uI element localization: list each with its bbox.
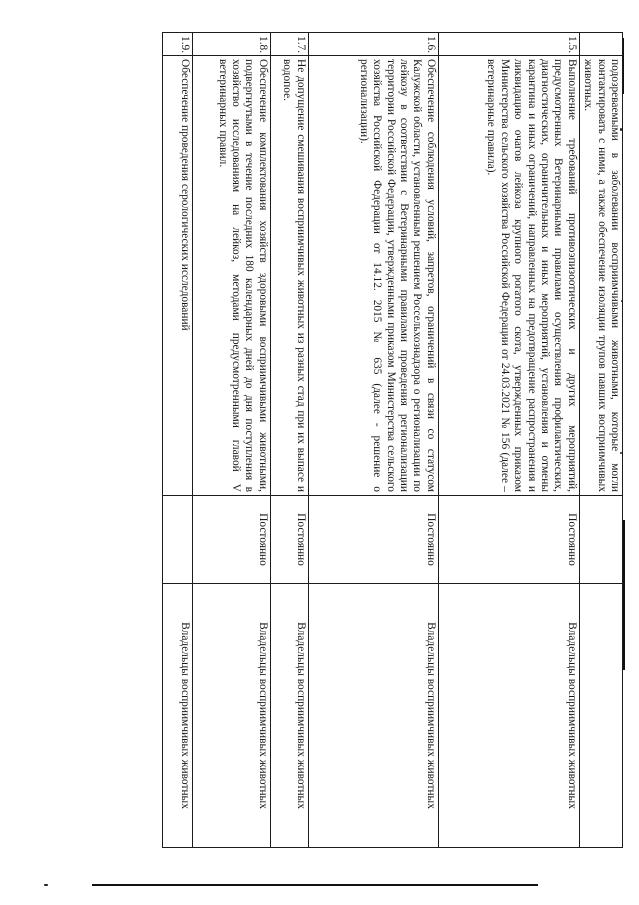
- row-number: 1.9.: [162, 33, 192, 56]
- row-responsible: Владельцы восприимчивых животных: [308, 584, 438, 848]
- table-row: [579, 33, 622, 848]
- row-responsible: [579, 584, 622, 848]
- row-number: 1.5.: [438, 33, 579, 56]
- table-row: [308, 33, 438, 848]
- row-number: 1.6.: [308, 33, 438, 56]
- row-measure-text: Не допущение смешивания восприимчивых животных из разных стад при их выпасе и водопое.: [270, 56, 308, 496]
- row-number: [579, 33, 622, 56]
- row-measure-text: подозреваемыми в заболевании восприимчивыми животными, которые могли контактировать с ними, а также обеспечение изоляции трупов павших восприимчивых животных.: [579, 56, 622, 496]
- row-period: Постоянно: [192, 496, 270, 584]
- row-period: Постоянно: [308, 496, 438, 584]
- row-measure-text: Выполнение требований противоэпизоотических и других мероприятий, предусмотренных Ветеринарными правилами осуществления профилактических, диагностических, ограничительных и иных мероприятий, установления и отмены карантина и иных ограничений, направленных на предотвращение распространения и ликвидацию очагов лейкоза крупного рогатого скота, утвержденных приказом Министерства сельского хозяйства Российской Федерации от 24.03.2021 № 156 (далее – ветеринарные правила).: [438, 56, 579, 496]
- row-period: Постоянно: [438, 496, 579, 584]
- row-measure-text: Обеспечение комплектования хозяйств здоровыми восприимчивыми животными, подвергнутыми в течение последних 180 календарных дней до дня поступления в хозяйство исследованиям на лейкоз, методами предусмотренными главой V ветеринарных правил.: [192, 56, 270, 496]
- row-period: [162, 496, 192, 584]
- row-number: 1.8.: [192, 33, 270, 56]
- table-row: [192, 33, 270, 848]
- row-measure-text: Обеспечение соблюдения условий, запретов, ограничений в связи со статусом Калужской области, установленным решением Россельхознадзора о регионализации по лейкозу в соответствии с Ветеринарными правилами проведения регионализации территории Российской Федерации, утвержденными приказом Министерства сельского хозяйства Российской Федерации от 14.12. 2015 № 635 (далее - решение о регионализации).: [308, 56, 438, 496]
- measures-table: [162, 32, 623, 848]
- row-responsible: Владельцы восприимчивых животных: [270, 584, 308, 848]
- row-responsible: Владельцы восприимчивых животных: [192, 584, 270, 848]
- row-period: Постоянно: [270, 496, 308, 584]
- table-row: [270, 33, 308, 848]
- table-row: [438, 33, 579, 848]
- row-period: [579, 496, 622, 584]
- table-row: [162, 33, 192, 848]
- row-number: 1.7.: [270, 33, 308, 56]
- row-measure-text: Обеспечение проведения серологических исследований: [162, 56, 192, 496]
- row-responsible: Владельцы восприимчивых животных: [438, 584, 579, 848]
- row-responsible: Владельцы восприимчивых животных: [162, 584, 192, 848]
